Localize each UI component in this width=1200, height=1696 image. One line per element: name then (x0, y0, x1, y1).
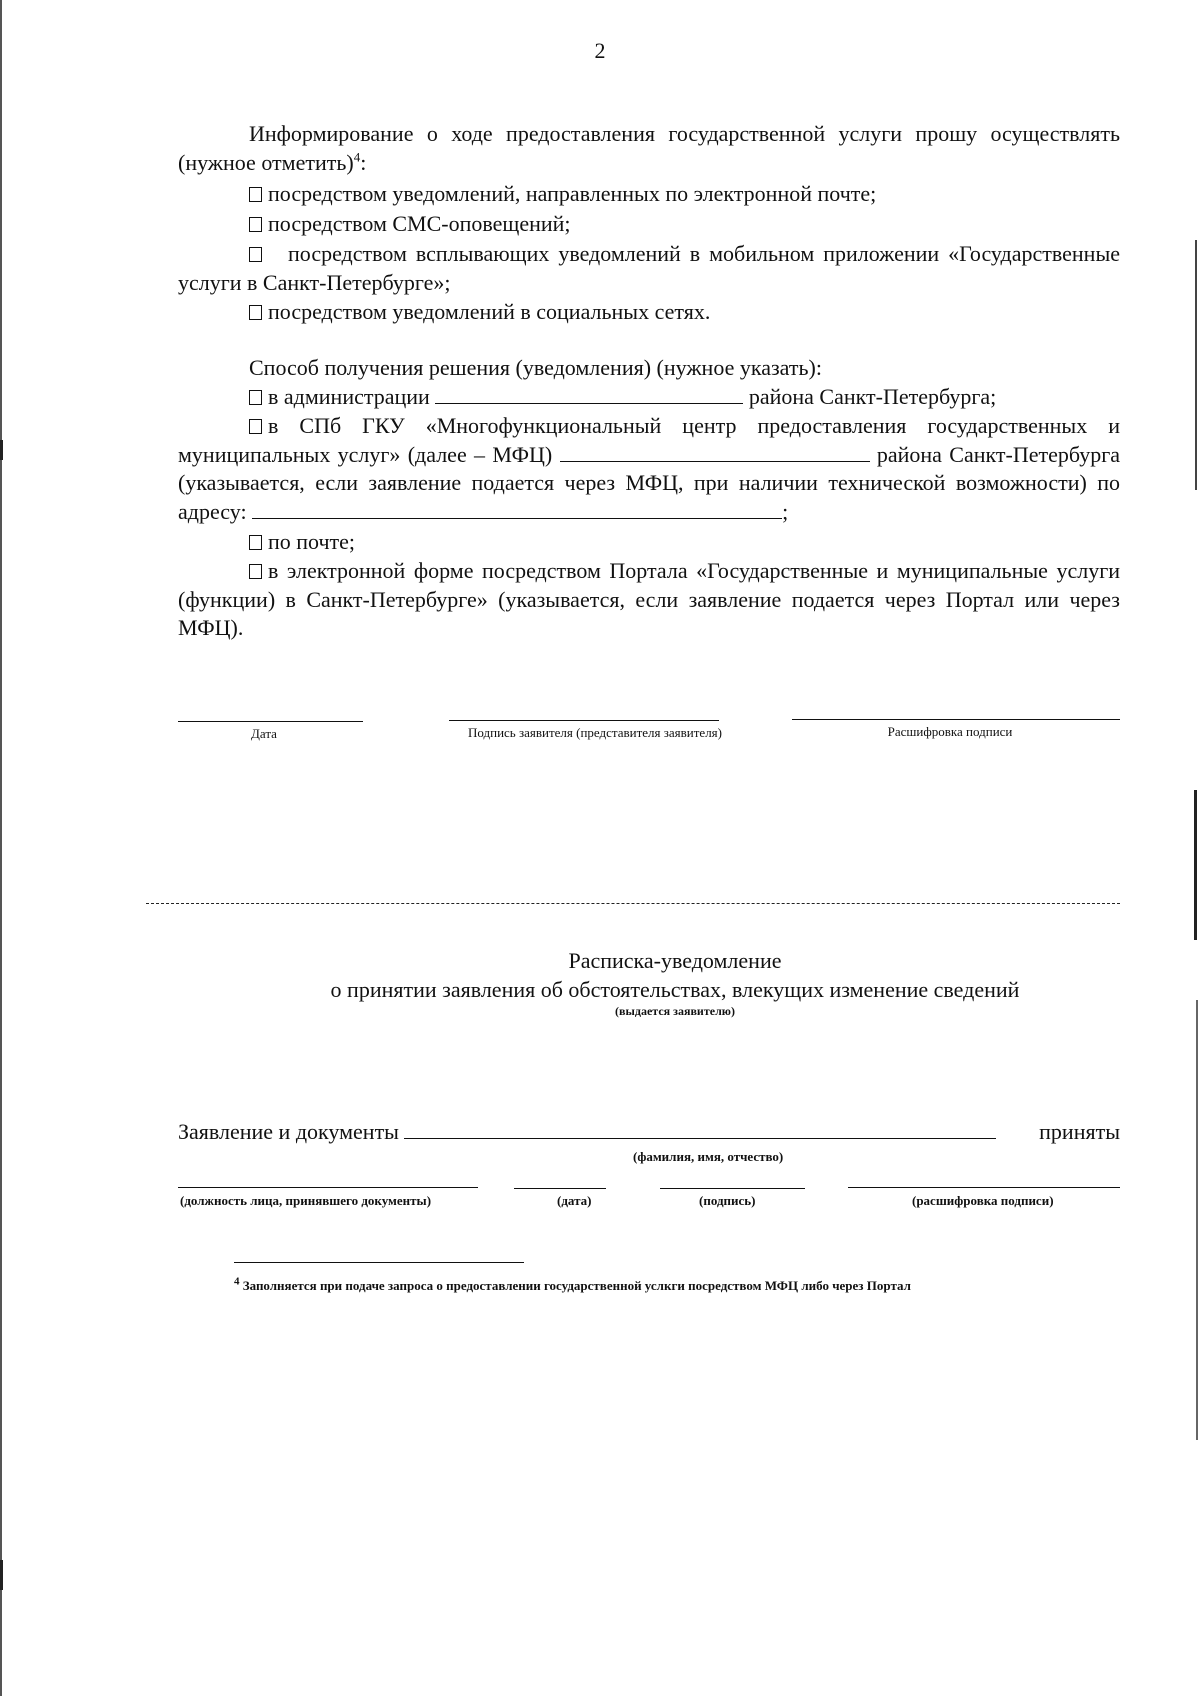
transcript-line[interactable] (792, 719, 1120, 720)
informing-option-email[interactable] (249, 180, 876, 209)
option-label: в СПб ГКУ «Многофункциональный центр предоставления государственных и муниципальных услуг» (далее – МФЦ) (178, 413, 1120, 467)
receipt-signature-caption: (подпись) (699, 1193, 756, 1208)
option-label: посредством всплывающих уведомлений в мобильном приложении «Государственные услуги в Санкт-Петербурге»; (178, 241, 1120, 295)
option-label: посредством СМС-оповещений; (268, 211, 571, 236)
footnote-ref: 4 (353, 149, 361, 165)
documents-accepted (178, 1118, 1120, 1147)
informing-option-social[interactable] (249, 298, 710, 327)
informing-intro-text: Информирование о ходе предоставления государственной услуги прошу осуществлять (нужное отметить) (178, 121, 1120, 175)
scan-edge-mark (0, 440, 3, 460)
receipt-subtitle: о принятии заявления об обстоятельствах, влекущих изменение сведений (330, 977, 1020, 1002)
mfc-district-field[interactable] (560, 443, 870, 462)
option-label-end: ; (782, 498, 789, 524)
receipt-title-text: Расписка-уведомление (568, 948, 782, 973)
footnote-text: Заполняется при подаче запроса о предоставлении государственной услкги посредством МФЦ либо через Портал (242, 1278, 911, 1293)
docs-prefix: Заявление и документы (178, 1119, 399, 1144)
receipt-option-mail[interactable] (249, 528, 355, 557)
transcript-caption: Расшифровка подписи (887, 724, 1013, 739)
receipt-option-electronic[interactable] (178, 557, 1120, 643)
receipt-transcript-line[interactable] (848, 1187, 1120, 1188)
receipt-method-heading: Способ получения решения (уведомления) (нужное указать): (249, 355, 822, 380)
signature-line[interactable] (449, 720, 719, 721)
page-number: 2 (594, 38, 606, 63)
option-label-cont: района Санкт-Петербурга (указывается, если заявление подается через МФЦ, при наличии технической возможности) по адресу: (178, 441, 1120, 524)
option-label: посредством уведомлений, направленных по электронной почте; (268, 181, 877, 206)
fio-caption: (фамилия, имя, отчество) (633, 1149, 784, 1164)
scan-edge-mark (1196, 1000, 1198, 1440)
checkbox-icon[interactable] (249, 535, 262, 550)
docs-suffix: приняты (1039, 1119, 1120, 1144)
position-caption: (должность лица, принявшего документы) (180, 1193, 432, 1208)
scan-edge-mark (1194, 790, 1197, 940)
informing-intro (178, 120, 1120, 177)
cut-line (146, 903, 1120, 904)
receipt-date-line[interactable] (514, 1188, 606, 1189)
option-label-suffix: района Санкт-Петербурга; (748, 384, 997, 409)
option-label: в электронной форме посредством Портала «Государственные и муниципальные услуги (функции) в Санкт-Петербурге» (указывается, если заявление подается через Портал или через МФЦ). (178, 558, 1120, 640)
date-line[interactable] (178, 721, 363, 722)
checkbox-icon[interactable] (249, 217, 262, 232)
checkbox-icon[interactable] (249, 187, 262, 202)
position-line[interactable] (178, 1187, 478, 1188)
receipt-option-administration[interactable] (249, 383, 996, 412)
footnote-rule (234, 1262, 524, 1263)
checkbox-icon[interactable] (249, 564, 262, 579)
mfc-address-field[interactable] (252, 500, 782, 519)
receipt-option-mfc[interactable] (178, 412, 1120, 526)
date-caption: Дата (251, 726, 277, 741)
receipt-date-caption: (дата) (557, 1193, 592, 1208)
receipt-signature-line[interactable] (660, 1188, 805, 1189)
option-label: в администрации (268, 384, 430, 409)
checkbox-icon[interactable] (249, 390, 262, 405)
checkbox-icon[interactable] (249, 305, 262, 320)
footnote-mark: 4 (234, 1275, 240, 1288)
checkbox-icon[interactable] (249, 247, 262, 262)
informing-option-sms[interactable] (249, 210, 571, 239)
option-label: по почте; (268, 529, 356, 554)
signature-caption: Подпись заявителя (представителя заявителя) (467, 725, 722, 740)
checkbox-icon[interactable] (249, 419, 262, 434)
receipt-title (0, 948, 1200, 974)
informing-option-app[interactable] (178, 240, 1120, 297)
option-label: посредством уведомлений в социальных сетях. (268, 299, 711, 324)
receipt-note: (выдается заявителю) (615, 1004, 735, 1018)
fio-field[interactable] (404, 1120, 996, 1139)
scan-edge-mark (0, 0, 2, 1696)
footnote (234, 1275, 911, 1294)
informing-intro-tail: : (360, 149, 367, 175)
scan-edge-mark (0, 1560, 3, 1590)
receipt-transcript-caption: (расшифровка подписи) (912, 1193, 1054, 1208)
scan-edge-mark (1195, 240, 1197, 490)
district-field[interactable] (435, 385, 743, 404)
